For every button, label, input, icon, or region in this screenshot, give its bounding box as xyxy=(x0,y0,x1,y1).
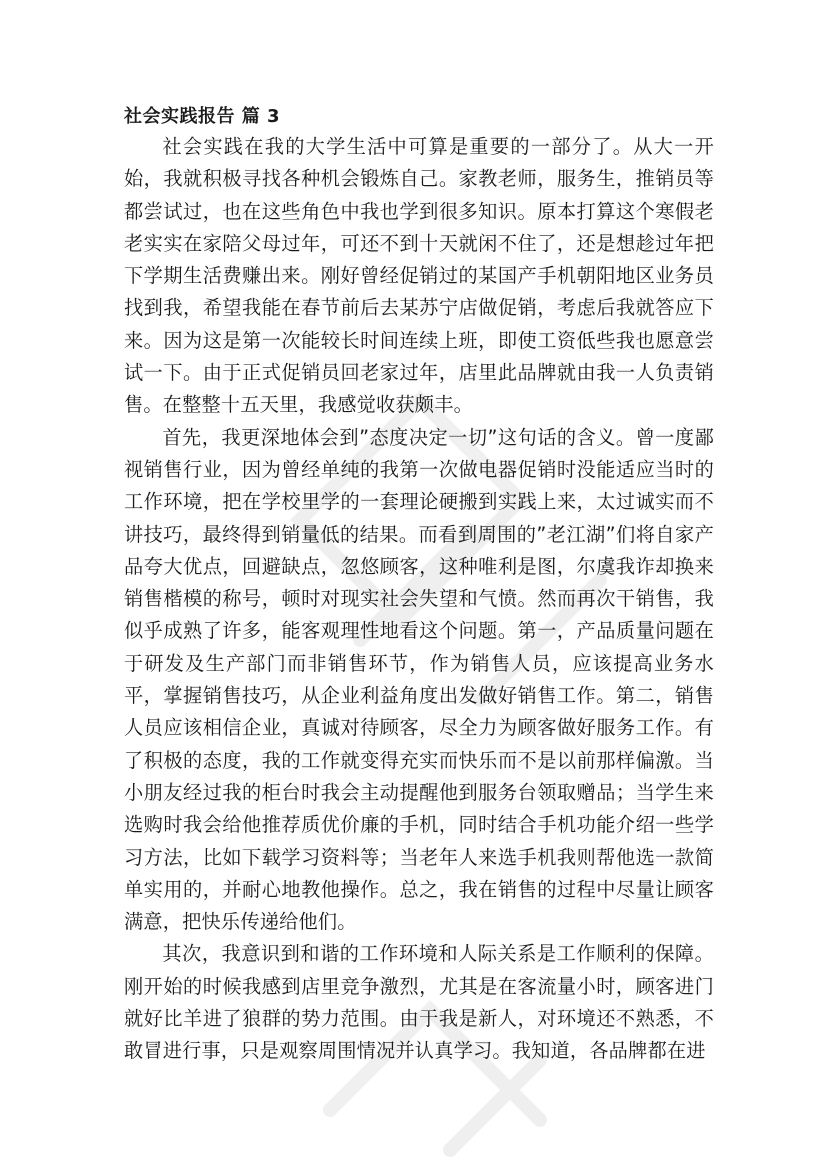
paragraph-1: 社会实践在我的大学生活中可算是重要的一部分了。从大一开始，我就积极寻找各种机会锻炼自己。家教老师，服务生，推销员等都尝试过，也在这些角色中我也学到很多知识。原本打算这个寒假老老实实在家陪父母过年，可还不到十天就闲不住了，还是想趁过年把下学期生活费赚出来。刚好曾经促销过的某国产手机朝阳地区业务员找到我，希望我能在春节前后去某苏宁店做促销，考虑后我就答应下来。因为这是第一次能较长时间连续上班，即使工资低些我也愿意尝试一下。由于正式促销员回老家过年，店里此品牌就由我一人负责销售。在整整十五天里，我感觉收获颇丰。 xyxy=(124,135,714,417)
paragraph-3: 其次，我意识到和谐的工作环境和人际关系是工作顺利的保障。刚开始的时候我感到店里竞争激烈，尤其是在客流量小时，顾客进门就好比羊进了狼群的势力范围。由于我是新人，对环境还不熟悉，不敢冒进行事，只是观察周围情况并认真学习。我知道，各品牌都在进 xyxy=(124,942,714,1063)
paragraph-2: 首先，我更深地体会到”态度决定一切”这句话的含义。曾一度鄙视销售行业，因为曾经单纯的我第一次做电器促销时没能适应当时的工作环境，把在学校里学的一套理论硬搬到实践上来，太过诚实而不讲技巧，最终得到销量低的结果。而看到周围的”老江湖”们将自家产品夸大优点，回避缺点，忽悠顾客，这种唯利是图，尔虞我诈却换来销售楷模的称号，顿时对现实社会失望和气愤。然而再次干销售，我似乎成熟了许多，能客观理性地看这个问题。第一，产品质量问题在于研发及生产部门而非销售环节，作为销售人员，应该提高业务水平，掌握销售技巧，从企业利益角度出发做好销售工作。第二，销售人员应该相信企业，真诚对待顾客，尽全力为顾客做好服务工作。有了积极的态度，我的工作就变得充实而快乐而不是以前那样偏激。当小朋友经过我的柜台时我会主动提醒他到服务台领取赠品；当学生来选购时我会给他推荐质优价廉的手机，同时结合手机功能介绍一些学习方法，比如下载学习资料等；当老年人来选手机我则帮他选一款简单实用的，并耐心地教他操作。总之，我在销售的过程中尽量让顾客满意，把快乐传递给他们。 xyxy=(124,425,714,934)
document-body xyxy=(124,103,714,1068)
report-title: 社会实践报告 篇 3 xyxy=(124,106,281,127)
